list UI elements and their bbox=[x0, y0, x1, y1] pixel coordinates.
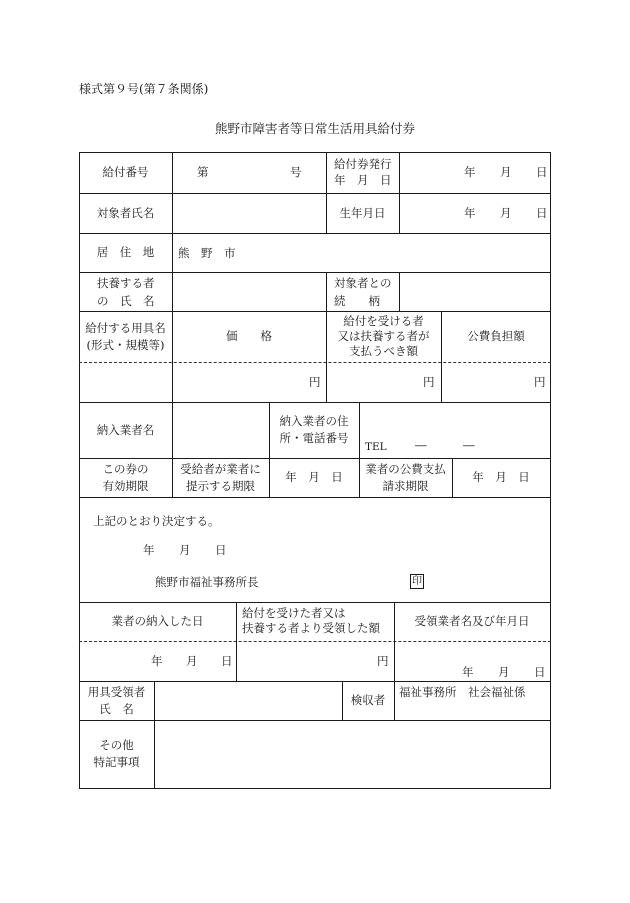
border-right bbox=[550, 152, 551, 789]
remarks-label: その他 特記事項 bbox=[93, 738, 140, 769]
seal-mark: 印 bbox=[412, 576, 422, 587]
document-title: 熊野市障害者等日常生活用具給付券 bbox=[214, 121, 415, 136]
inspector-label: 検収者 bbox=[350, 693, 386, 707]
col-line bbox=[172, 152, 173, 233]
payer-amount-label: 給付を受ける者 又は扶養する者が 支払うべき額 bbox=[337, 314, 430, 358]
col-line bbox=[172, 233, 173, 272]
price-yen: 円 bbox=[309, 375, 321, 389]
col-line bbox=[236, 602, 237, 681]
supporter-name-label-line1: 扶養する者 bbox=[97, 276, 155, 290]
received-yen: 円 bbox=[377, 654, 389, 668]
dashed-line bbox=[79, 641, 551, 642]
address-value: 熊 野 市 bbox=[178, 246, 236, 260]
relationship-label-line1: 対象者との bbox=[334, 276, 392, 290]
row-line bbox=[79, 272, 551, 273]
welfare-section-value: 福祉事務所 社会福祉係 bbox=[399, 685, 526, 699]
form-number: 様式第９号(第７条関係) bbox=[79, 82, 209, 96]
birth-month: 月 bbox=[500, 206, 512, 220]
delivery-year: 年 bbox=[151, 654, 163, 668]
col-line bbox=[399, 272, 400, 311]
issue-day: 日 bbox=[536, 165, 548, 179]
payer-yen: 円 bbox=[423, 375, 435, 389]
receiver-name-label: 用具受領者 氏 名 bbox=[87, 684, 146, 716]
benefit-voucher-form bbox=[79, 152, 551, 789]
tel-dash: ― bbox=[415, 438, 427, 452]
issue-year: 年 bbox=[464, 165, 476, 179]
voucher-expiry-label: この券の 有効期限 bbox=[102, 461, 149, 493]
supporter-name-label-line2: の 氏 名 bbox=[97, 294, 155, 308]
tel-label: TEL bbox=[365, 441, 387, 453]
vendor-day: 日 bbox=[534, 665, 546, 679]
vendor-name-label: 納入業者名 bbox=[96, 422, 155, 437]
price-label: 価 格 bbox=[226, 329, 272, 343]
vendor-month: 月 bbox=[498, 665, 510, 679]
item-name-label: 給付する用具名 (形式・規模等) bbox=[85, 320, 166, 352]
birth-year: 年 bbox=[464, 206, 476, 220]
delivery-date-label: 業者の納入した日 bbox=[111, 614, 204, 628]
recipient-name-label: 対象者氏名 bbox=[96, 205, 155, 220]
col-line bbox=[154, 681, 155, 788]
vendor-address-label: 納入業者の住 所・電話番号 bbox=[279, 414, 349, 445]
issue-date-label-line1: 給付券発行 bbox=[334, 157, 392, 171]
receiving-vendor-label: 受領業者名及び年月日 bbox=[414, 614, 530, 628]
col-line bbox=[399, 152, 400, 233]
issue-month: 月 bbox=[500, 165, 512, 179]
delivery-day: 日 bbox=[221, 654, 233, 668]
received-amount-label: 給付を受けた者又は 扶養する者より受領した額 bbox=[242, 606, 380, 635]
public-burden-label: 公費負担額 bbox=[467, 329, 525, 343]
tel-dash: ― bbox=[463, 438, 475, 452]
presentation-deadline-label: 受給者が業者に 提示する期限 bbox=[180, 461, 261, 493]
row-line bbox=[79, 497, 551, 498]
relationship-label-line2: 続 柄 bbox=[334, 294, 380, 308]
claim-deadline-label: 業者の公費支払 請求期限 bbox=[365, 461, 446, 493]
birth-day: 日 bbox=[536, 206, 548, 220]
border-bottom bbox=[79, 788, 551, 789]
dashed-line bbox=[79, 362, 551, 363]
benefit-number-label: 給付番号 bbox=[102, 165, 149, 179]
address-label: 居 住 地 bbox=[96, 245, 155, 259]
vendor-year: 年 bbox=[462, 665, 474, 679]
birth-date-label: 生年月日 bbox=[339, 205, 386, 220]
claim-deadline-date: 年 月 日 bbox=[472, 470, 530, 484]
delivery-month: 月 bbox=[186, 654, 198, 668]
decision-year: 年 bbox=[143, 543, 155, 557]
benefit-number-suffix: 号 bbox=[290, 165, 302, 179]
decision-statement: 上記のとおり決定する。 bbox=[93, 514, 220, 528]
col-line bbox=[394, 681, 395, 720]
decision-month: 月 bbox=[179, 543, 191, 557]
public-yen: 円 bbox=[534, 375, 546, 389]
presentation-deadline-date: 年 月 日 bbox=[285, 470, 343, 484]
benefit-number-prefix: 第 bbox=[197, 165, 209, 179]
issue-date-label-line2: 年 月 日 bbox=[334, 173, 392, 187]
decision-day: 日 bbox=[215, 543, 227, 557]
welfare-office-director: 熊野市福祉事務所長 bbox=[155, 575, 259, 589]
